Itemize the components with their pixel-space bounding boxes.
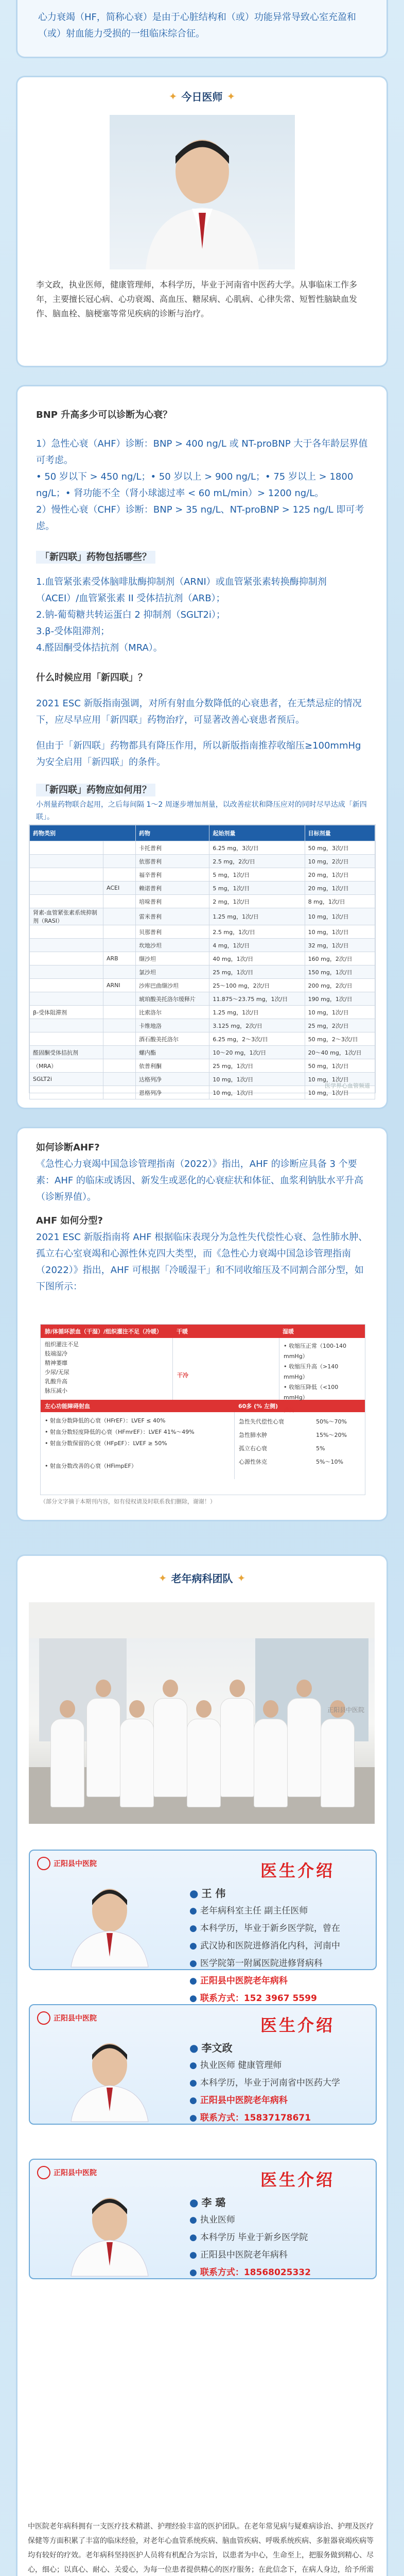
doctor-heading: 医生介绍	[260, 2015, 335, 2035]
bullet-icon: ●	[189, 2196, 199, 2209]
drug-table-cell	[30, 855, 103, 868]
ahf-wet-item-2: • 收缩压升高（>140 mmHg）	[284, 1363, 339, 1380]
drug-table-row	[30, 1059, 375, 1073]
drug-table-cell: ARNI	[103, 979, 136, 992]
drug-table-row	[30, 868, 375, 882]
ahf-type-percent: 5%	[316, 1445, 325, 1452]
drug-table-cell	[103, 1032, 136, 1046]
doctor-info	[189, 2194, 311, 2281]
drug-table-row	[30, 1086, 375, 1099]
doctor-info	[189, 2039, 340, 2127]
drug-table-row	[30, 908, 375, 925]
bnp-ahf: 1）急性心衰（AHF）诊断：BNP > 400 ng/L 或 NT-proBNP 大于各年龄层界值可考虑。	[36, 438, 368, 466]
doctor-phone[interactable]: ● 联系方式：18568025332	[189, 2267, 311, 2278]
drug-table-cell	[103, 965, 136, 979]
drug-table-cell: ARB	[103, 952, 136, 965]
drug-table-cell: 依那普利	[136, 855, 209, 868]
drug-table-cell: 200 mg，2次/日	[305, 979, 375, 992]
bullet-icon: ●	[189, 1941, 197, 1951]
doctor-avatar	[61, 1879, 159, 1967]
ahf-card	[17, 1128, 387, 1520]
drug-table-cell: 赖诺普利	[136, 882, 209, 895]
drug-table-row	[30, 952, 375, 965]
team-member	[219, 1680, 255, 1798]
drug-table-cell	[103, 868, 136, 882]
ahf-bottom-right-row	[239, 1455, 361, 1469]
drug-table-cell: 10 mg，1次/日	[305, 908, 375, 925]
drug-table-cell	[30, 1032, 103, 1046]
bullet-icon: ●	[189, 2078, 197, 2088]
quad-item-1: 1.血管紧张素受体脑啡肽酶抑制剂（ARNI）或血管紧张素转换酶抑制剂（ACEI）/血管紧张素 II 受体拮抗剂（ARB）；	[36, 577, 327, 604]
ahf-type-name: 孤立右心衰	[239, 1445, 267, 1452]
intro-text: 心力衰竭（HF，简称心衰）是由于心脏结构和（或）功能异常导致心室充盈和（或）射血能力受损的一组临床综合征。	[38, 12, 356, 39]
ahf-type-percent: 15%～20%	[316, 1432, 347, 1438]
drug-table-cell: 32 mg，1次/日	[305, 939, 375, 952]
ahf-bottom-right-row	[239, 1415, 361, 1429]
drug-table-cell: 4 mg，1次/日	[209, 939, 305, 952]
doctor-info-line: ● 正阳县中医院老年病科	[189, 2250, 288, 2260]
drug-table-row	[30, 1019, 375, 1032]
drug-table-cell: 190 mg，1次/日	[305, 992, 375, 1006]
drug-table-cell	[103, 1073, 136, 1086]
today-doctor-title: 今日医师	[181, 91, 223, 103]
team-watermark: 正阳县中医院	[327, 1706, 364, 1714]
drug-table-cell: 雷米普利	[136, 908, 209, 925]
drug-table-cell	[103, 908, 136, 925]
ahf-bottom-left	[41, 1412, 235, 1479]
drug-table-cell: 25 mg，1次/日	[209, 1059, 305, 1073]
doctor-info-line: ● 本科学历，毕业于河南省中医药大学	[189, 2078, 340, 2088]
doctor-info-line: ● 本科学历 毕业于新乡医学院	[189, 2232, 308, 2243]
ahf-bottom-left-row: • 射血分数轻度降低的心衰（HFmrEF）：LVEF 41%～49%	[45, 1429, 195, 1435]
question-new-quad: 「新四联」药物包括哪些？	[36, 549, 368, 566]
drug-table-cell: 25 mg，2次/日	[305, 1019, 375, 1032]
bullet-icon: ●	[189, 1923, 197, 1934]
ahf-left-row: 脉压减小	[45, 1387, 67, 1394]
drug-table-cell	[30, 895, 103, 908]
quad-item-4: 4.醛固酮受体拮抗剂（MRA）。	[36, 642, 163, 653]
drug-table-cell: 5 mg，1次/日	[209, 868, 305, 882]
drug-table-cell	[30, 939, 103, 952]
question-how: 「新四联」药物应如何用？	[36, 782, 368, 799]
bnp-thresholds: • 50 岁以下 > 450 ng/L；• 50 岁以上 > 900 ng/L；• 75 岁以上 > 1800 ng/L；• 肾功能不全（肾小球滤过率 < 60 mL/min）> 1200 ng/L。	[36, 471, 354, 499]
bullet-icon: ●	[189, 2113, 197, 2123]
bullet-icon: ●	[189, 1887, 199, 1900]
drug-table-cell: 螺内酯	[136, 1046, 209, 1059]
drug-table-cell: 2.5 mg，1次/日	[209, 925, 305, 939]
drug-table-row	[30, 965, 375, 979]
ahf-bottom-left-row	[45, 1449, 230, 1461]
bullet-icon: ●	[189, 2095, 197, 2106]
ahf-col-cold-dry: 干冷	[177, 1372, 188, 1379]
drug-table-body	[30, 841, 375, 1099]
drug-table-cell	[103, 939, 136, 952]
doctor-info-line: ● 老年病科室主任 副主任医师	[189, 1906, 308, 1916]
hospital-logo: 正阳县中医院	[37, 1857, 97, 1870]
team-member	[253, 1700, 289, 1808]
drug-table-cell	[103, 992, 136, 1006]
doctor-heading: 医生介绍	[260, 2170, 335, 2190]
ahf-left-row: 组织灌注不足	[45, 1341, 79, 1348]
team-member	[85, 1680, 121, 1798]
doctor-card	[29, 1850, 377, 2004]
drug-table-cell: 10 mg，1次/日	[305, 1073, 375, 1086]
drug-table-cell: 坎地沙坦	[136, 939, 209, 952]
bullet-icon: ●	[189, 2250, 197, 2260]
doctor-info-line: ● 执业医师 健康管理师	[189, 2060, 282, 2071]
ahf-col-cold-wet: 湿冷	[284, 1406, 295, 1413]
doctor-card	[29, 2159, 377, 2279]
drug-table-cell	[103, 1046, 136, 1059]
drug-table-row	[30, 979, 375, 992]
drug-table-cell: 25～100 mg，2次/日	[209, 979, 305, 992]
question-when: 什么时候应用「新四联」？	[36, 672, 147, 683]
drug-table-row	[30, 925, 375, 939]
doctor-info-line: ● 医学院第一附属医院进修肾病科	[189, 1958, 323, 1969]
drug-table-row	[30, 939, 375, 952]
drug-table-cell: SGLT2i	[30, 1073, 103, 1086]
drug-table-cell: 10 mg，1次/日	[305, 1006, 375, 1019]
ahf-col-wet: 湿暖	[283, 1328, 294, 1335]
doctor-hospital-line: ● 正阳县中医院老年病科	[189, 2095, 288, 2106]
drug-table-cell: 酒石酸美托洛尔	[136, 1032, 209, 1046]
drug-table-cell: 50 mg，3次/日	[305, 841, 375, 855]
hospital-logo: 正阳县中医院	[37, 2166, 97, 2179]
ahf-bottom-right-row	[239, 1442, 361, 1455]
drug-table-cell	[103, 1086, 136, 1099]
today-doctor-card	[17, 77, 387, 366]
when-p2: 但由于「新四联」药物都具有降压作用，所以新版指南推荐收缩压≥100mmHg 为安全启用「新四联」的条件。	[36, 740, 361, 768]
drug-table-cell: 5 mg，1次/日	[209, 882, 305, 895]
sparkle-icon: ✦	[158, 1571, 167, 1584]
team-card	[17, 1556, 387, 2576]
drug-table-cell: 8 mg，1次/日	[305, 895, 375, 908]
drug-table-cell	[30, 925, 103, 939]
ahf-type-percent: 5%～10%	[316, 1459, 343, 1465]
drug-table-cell: 沙库巴曲缬沙坦	[136, 979, 209, 992]
drug-table	[29, 825, 375, 1099]
hospital-logo: 正阳县中医院	[37, 2011, 97, 2025]
table-watermark: 医学界心血管频道	[325, 1082, 370, 1089]
drug-table-cell: 氯沙坦	[136, 965, 209, 979]
drug-table-cell: 150 mg，1次/日	[305, 965, 375, 979]
drug-table-cell: 卡维地洛	[136, 1019, 209, 1032]
doctor-phone[interactable]: ● 联系方式：152 3967 5599	[189, 1993, 317, 2004]
drug-table-cell: 培哚普利	[136, 895, 209, 908]
ahf-bottom-left-head: 左心功能障碍射血	[45, 1403, 90, 1410]
hospital-emblem-icon	[37, 1857, 50, 1870]
doctor-avatar	[61, 2034, 159, 2122]
drug-table-cell	[30, 868, 103, 882]
doctor-name-line: ● 王 伟	[189, 1887, 226, 1900]
drug-table-cell: 3.125 mg，2次/日	[209, 1019, 305, 1032]
today-doctor-header	[17, 77, 387, 104]
ahf-bottom-left-row: • 射血分数保留的心衰（HFpEF）：LVEF ≥ 50%	[45, 1440, 167, 1447]
drug-table-row	[30, 895, 375, 908]
quad-item-3: 3.β-受体阻滞剂；	[36, 626, 110, 637]
drug-table-cell	[103, 1006, 136, 1019]
drug-table-row	[30, 1006, 375, 1019]
ahf-bottom-left-row: • 射血分数降低的心衰（HFrEF）：LVEF ≤ 40%	[45, 1417, 166, 1424]
drug-table-row	[30, 1032, 375, 1046]
ahf-rows-left	[41, 1338, 173, 1400]
drug-table-row	[30, 992, 375, 1006]
drug-table-wrap	[29, 824, 376, 1096]
bullet-icon: ●	[189, 2060, 197, 2071]
bnp-chf: 2）慢性心衰（CHF）诊断：BNP > 35 ng/L、NT-proBNP > 125 ng/L 即可考虑。	[36, 504, 364, 532]
sparkle-icon: ✦	[237, 1571, 246, 1584]
drug-table-row	[30, 841, 375, 855]
drug-table-row	[30, 1046, 375, 1059]
bullet-icon: ●	[189, 1993, 197, 2004]
drug-table-cell: ACEI	[103, 882, 136, 895]
drug-table-cell	[30, 992, 103, 1006]
ahf-bottom-right-head: 60多 (% 左侧)	[238, 1403, 278, 1410]
drug-table-cell: 琥珀酸美托洛尔缓释片	[136, 992, 209, 1006]
question-bnp: BNP 升高多少可以诊断为心衰？	[36, 410, 172, 420]
drug-table-cell	[103, 925, 136, 939]
doctor-hospital-line: ● 正阳县中医院老年病科	[189, 1976, 288, 1986]
how-sub: 小剂量药物联合起用，之后每间隔 1～2 周逐步增加剂量，以改善症状和降压应对的同时尽早达成「新四联」。	[36, 801, 367, 821]
doctor-name-line: ● 李 璐	[189, 2196, 226, 2209]
drug-table-cell: 1.25 mg，1次/日	[209, 908, 305, 925]
doctor-info-line: ● 本科学历，毕业于新乡医学院，曾在	[189, 1923, 340, 1934]
ahf-type-name: 急性失代偿性心衰	[239, 1418, 284, 1425]
team-photo	[29, 1602, 375, 1824]
drug-table-cell: 25 mg，1次/日	[209, 965, 305, 979]
ahf-source: （部分文字摘于本期刊内容，如有侵权请及时联系我们删除，谢谢！）	[40, 1498, 216, 1505]
drug-table-cell: 6.25 mg，3次/日	[209, 841, 305, 855]
drug-table-cell: （MRA）	[30, 1059, 103, 1073]
drug-table-cell	[30, 965, 103, 979]
doctor-info-line: ● 武汉协和医院进修消化内科，河南中	[189, 1941, 340, 1951]
drug-table-cell	[103, 855, 136, 868]
drug-table-cell: 10 mg，2次/日	[305, 855, 375, 868]
team-member	[152, 1680, 188, 1798]
team-member	[320, 1700, 356, 1808]
ahf-bottom-right	[235, 1412, 365, 1479]
drug-table-cell: 10 mg，1次/日	[305, 925, 375, 939]
drug-table-cell	[103, 841, 136, 855]
ahf-bottom-left-row: • 射血分数改善的心衰（HFimpEF）	[45, 1463, 137, 1469]
ahf-left-row: 精神萎靡	[45, 1360, 67, 1366]
ahf-type-name: 急性肺水肿	[239, 1432, 267, 1438]
question-ahf-diagnose: 如何诊断AHF?	[36, 1142, 100, 1153]
drug-table-cell: 10 mg，1次/日	[209, 1086, 305, 1099]
drug-table-cell: 卡托普利	[136, 841, 209, 855]
drug-table-cell: 50 mg，1次/日	[305, 1059, 375, 1073]
bullet-icon: ●	[189, 2232, 197, 2243]
drug-table-row	[30, 1073, 375, 1086]
drug-table-cell	[103, 1059, 136, 1073]
drug-table-cell: 160 mg，2次/日	[305, 952, 375, 965]
doctor-phone[interactable]: ● 联系方式：15837178671	[189, 2113, 311, 2123]
hospital-emblem-icon	[37, 2011, 50, 2025]
drug-table-cell: 50 mg，2～3次/日	[305, 1032, 375, 1046]
bullet-icon: ●	[189, 2042, 199, 2054]
drug-table-cell: 贝那普利	[136, 925, 209, 939]
ahf-bottom-right-row	[239, 1429, 361, 1442]
team-member	[286, 1680, 322, 1798]
drug-table-row	[30, 855, 375, 868]
sparkle-icon: ✦	[168, 90, 178, 103]
ahf-wet-item-1: • 收缩压正常（100-140 mmHg）	[284, 1343, 346, 1360]
ahf-wet-item-3: • 收缩压降低（<100 mmHg）	[284, 1384, 339, 1401]
ahf-type-text: 2021 ESC 新版指南将 AHF 根据临床表现分为急性失代偿性心衰、急性肺水肿、孤立右心室衰竭和心源性休克四大类型，而《急性心力衰竭中国急诊管理指南（2022）》指出，AHF 可根据「冷暖湿干」和不同收缩压及不同割合部分型，如下图所示：	[36, 1232, 368, 1292]
bullet-icon: ●	[189, 2215, 197, 2225]
doctor-card	[29, 2004, 377, 2125]
article-card	[17, 386, 387, 1108]
drug-table-header: 药物类别 药物 起始剂量 目标剂量	[30, 825, 375, 841]
doctor-info	[189, 1885, 340, 2007]
today-doctor-photo	[110, 115, 295, 269]
doctor-heading: 医生介绍	[260, 1861, 335, 1880]
ahf-col-dry: 干暖	[177, 1328, 188, 1335]
drug-table-cell	[30, 952, 103, 965]
team-member	[186, 1700, 222, 1808]
drug-table-cell: 20～40 mg，1次/日	[305, 1046, 375, 1059]
ahf-diagnose-text: 《急性心力衰竭中国急诊管理指南（2022）》指出，AHF 的诊断应具备 3 个要素：AHF 的临床或诱因、新发生或恶化的心衰症状和体征、血浆利钠肽水平升高（诊断界值）。	[36, 1159, 363, 1202]
drug-table-cell	[103, 1019, 136, 1032]
drug-table-cell: 10 mg，1次/日	[305, 1086, 375, 1099]
drug-table-cell: 肾素-血管紧张素系统抑制剂（RASI）	[30, 908, 103, 925]
bullet-icon: ●	[189, 2267, 197, 2278]
drug-table-cell: 恩格列净	[136, 1086, 209, 1099]
drug-table-cell	[103, 895, 136, 908]
ahf-classification	[40, 1324, 365, 1495]
quad-item-2: 2.钠-葡萄糖共转运蛋白 2 抑制剂（SGLT2i）；	[36, 609, 225, 620]
drug-table-cell: 10～20 mg，1次/日	[209, 1046, 305, 1059]
drug-table-cell: 福辛普利	[136, 868, 209, 882]
drug-table-cell	[30, 979, 103, 992]
ahf-left-row: 肢端湿冷	[45, 1350, 67, 1357]
hospital-emblem-icon	[37, 2166, 50, 2179]
drug-table-cell: 醛固酮受体拮抗剂	[30, 1046, 103, 1059]
drug-table-cell: 缬沙坦	[136, 952, 209, 965]
drug-table-cell: 40 mg，1次/日	[209, 952, 305, 965]
today-doctor-bio: 李文政，执业医师，健康管理师，本科学历，毕业于河南省中医药大学。从事临床工作多年，主要擅长冠心病、心功衰竭、高血压、糖尿病、心肌病、心律失常、短暂性脑缺血发作、脑血栓、脑梗塞等常见疾病的诊断与治疗。	[36, 280, 358, 318]
when-p1: 2021 ESC 新版指南强调，对所有射血分数降低的心衰患者，在无禁忌症的情况下，应尽早应用「新四联」药物治疗，可显著改善心衰患者预后。	[36, 698, 362, 725]
drug-table-cell	[30, 882, 103, 895]
ahf-type-percent: 50%～70%	[316, 1418, 347, 1425]
drug-table-cell: 20 mg，1次/日	[305, 868, 375, 882]
question-ahf-type: AHF 如何分型?	[36, 1215, 103, 1226]
drug-table-cell: 20 mg，1次/日	[305, 882, 375, 895]
drug-table-cell: 1.25 mg，1次/日	[209, 1006, 305, 1019]
drug-table-cell: 11.875～23.75 mg，1次/日	[209, 992, 305, 1006]
team-member	[49, 1700, 85, 1808]
ahf-left-row: 少尿/无尿	[45, 1369, 69, 1376]
drug-table-cell: 比索洛尔	[136, 1006, 209, 1019]
ahf-type-name: 心源性休克	[239, 1459, 267, 1465]
intro-card	[17, 0, 387, 57]
drug-table-row	[30, 882, 375, 895]
bullet-icon: ●	[189, 1976, 197, 1986]
doctor-info-line: ● 执业医师	[189, 2215, 235, 2225]
drug-table-cell: 6.25 mg，2～3次/日	[209, 1032, 305, 1046]
drug-table-cell	[30, 841, 103, 855]
drug-table-cell: 2.5 mg，2次/日	[209, 855, 305, 868]
bullet-icon: ●	[189, 1906, 197, 1916]
doctor-avatar	[61, 2189, 159, 2276]
sparkle-icon: ✦	[226, 90, 236, 103]
drug-table-cell: 2 mg，1次/日	[209, 895, 305, 908]
drug-table-cell	[30, 1086, 103, 1099]
drug-table-cell: β-受体阻滞剂	[30, 1006, 103, 1019]
team-title: 老年病科团队	[171, 1572, 233, 1585]
drug-table-cell: 10 mg，1次/日	[209, 1073, 305, 1086]
doctor-name-line: ● 李文政	[189, 2042, 233, 2054]
drug-table-cell	[30, 1019, 103, 1032]
drug-table-cell: 依普利酮	[136, 1059, 209, 1073]
team-member	[119, 1700, 155, 1808]
bullet-icon: ●	[189, 1958, 197, 1969]
ahf-left-row: 乳酸升高	[45, 1378, 67, 1385]
ahf-left-head: 肺/体循环淤血（干湿）/组织灌注不足（冷暖）	[45, 1328, 163, 1335]
team-text: 中医院老年病科拥有一支医疗技术精湛、护理经验丰富的医护团队。在老年常见病与疑难病诊治、护理及医疗保健等方面积累了丰富的临床经验，对老年心血管系统疾病、脑血管疾病、呼吸系统疾病、多脏器衰竭疾病等均有较好的疗效。老年病科坚持医护人员将有机配合为宗旨，以患者为中心，生命至上，把服务做到精心、尽心，细心；以真心、耐心、关爱心，为每一位患者提供精心的医疗服务；在此信念下，在病人身边，给予所需	[28, 2522, 374, 2574]
doctor-portrait	[110, 115, 295, 269]
drug-table-cell: 达格列净	[136, 1073, 209, 1086]
